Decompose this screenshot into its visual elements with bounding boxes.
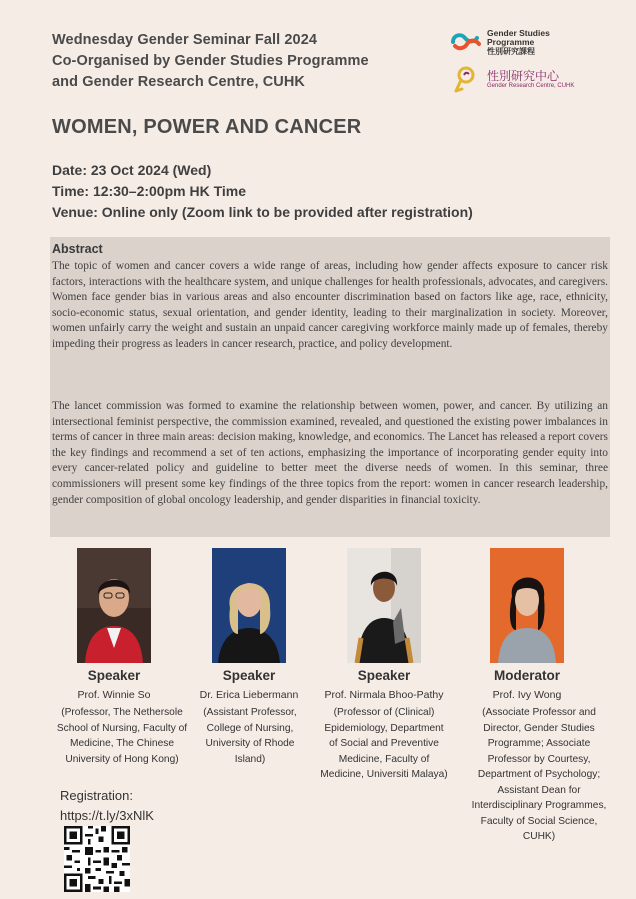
abstract-box [50,237,610,537]
event-date: Date: 23 Oct 2024 (Wed) [52,162,212,178]
gsp-logo-text-2: Programme [487,37,535,47]
speaker-1-role: Speaker [87,668,141,683]
speaker-2-role: Speaker [222,668,276,683]
speaker-3-name: Prof. Nirmala Bhoo-Pathy [324,689,444,701]
header-line-3: and Gender Research Centre, CUHK [52,74,305,90]
speaker-2-name: Dr. Erica Liebermann [199,689,299,701]
grc-logo-english: Gender Research Centre, CUHK [487,83,575,89]
header-line-1: Wednesday Gender Seminar Fall 2024 [52,32,318,48]
moderator-affiliation: (Associate Professor and Director, Gender Studies Programme; Associate Professor by Courtesy, Department of Psychology; Assistant Dean for Interdisciplinary Programmes, Faculty of Social Science, CUHK) [471,707,607,842]
abstract-paragraph-1: The topic of women and cancer covers a wide range of areas, including how gender affects exposure to cancer risk factors, interactions with the healthcare system, and unique challenges for health professionals, advocates, and caregivers. Women face gender bias in various areas and also encounter discrimination based on factors like age, race, ethnicity, socio-economic status, sexual orientation, and gender identity, leading to their marginalization in society. Moreover, women unfairly carry the weight and sustain an unpaid cancer caregiving workforce mainly made up of females, thereby impeding their progress as leaders in cancer research, practice, and policy development. [52,260,608,350]
speaker-3-affiliation: (Professor of (Clinical) Epidemiology, Department of Social and Preventive Medicine, Faculty of Medicine, Universiti Malaya) [320,707,448,780]
speaker-2-affiliation: (Assistant Professor, College of Nursing, University of Rhode Island) [203,707,297,765]
header-line-2: Co-Organised by Gender Studies Programme [52,53,369,69]
event-time: Time: 12:30–2:00pm HK Time [52,183,247,199]
organiser-logos [451,27,601,97]
seminar-title: WOMEN, POWER AND CANCER [52,116,362,138]
registration-label: Registration: [60,788,133,803]
gsp-logo-chinese: 性別研究課程 [487,47,535,56]
speaker-2-photo [212,548,286,663]
speaker-3-photo [347,548,421,663]
speaker-1-affiliation: (Professor, The Nethersole School of Nursing, Faculty of Medicine, The Chinese University of Hong Kong) [56,707,188,765]
registration-link[interactable]: https://t.ly/3xNlK [60,808,154,823]
moderator-photo [490,548,564,663]
moderator-role: Moderator [493,668,560,683]
grc-logo-icon [453,65,477,93]
speaker-3-role: Speaker [357,668,411,683]
gender-research-centre-logo [451,65,601,95]
seminar-header [52,30,412,93]
registration-qr-code[interactable] [64,826,130,892]
registration-block [60,786,154,826]
abstract-paragraph-2: The lancet commission was formed to examine the relationship between women, power, and cancer. By utilizing an intersectional feminist perspective, the commission examined, revealed, and questioned the existing power imbalances in terms of cancer in three main areas: decision making, knowledge, and economics. The Lancet has released a report covers the key findings and recommend a set of ten actions, emphasizing the importance of incorporating gender equity into every cancer-related policy and guideline to better meet the diverse needs of women. In this seminar, three commissioners will present some key findings of the three topics from the report: women in cancer research leadership, gender composition of global oncology leadership, and gender disparities in financial toxicity. [52,400,608,506]
gsp-logo-icon [451,30,481,52]
grc-logo-chinese: 性別研究中心 [487,69,560,83]
speaker-1-photo [77,548,151,663]
speaker-1-name: Prof. Winnie So [77,689,151,701]
abstract-heading: Abstract [52,242,103,256]
event-details [52,160,473,223]
moderator-name: Prof. Ivy Wong [492,689,562,701]
gender-studies-programme-logo [451,27,601,57]
gsp-logo-text-1: Gender Studies [487,28,550,38]
event-venue: Venue: Online only (Zoom link to be provided after registration) [52,204,473,220]
